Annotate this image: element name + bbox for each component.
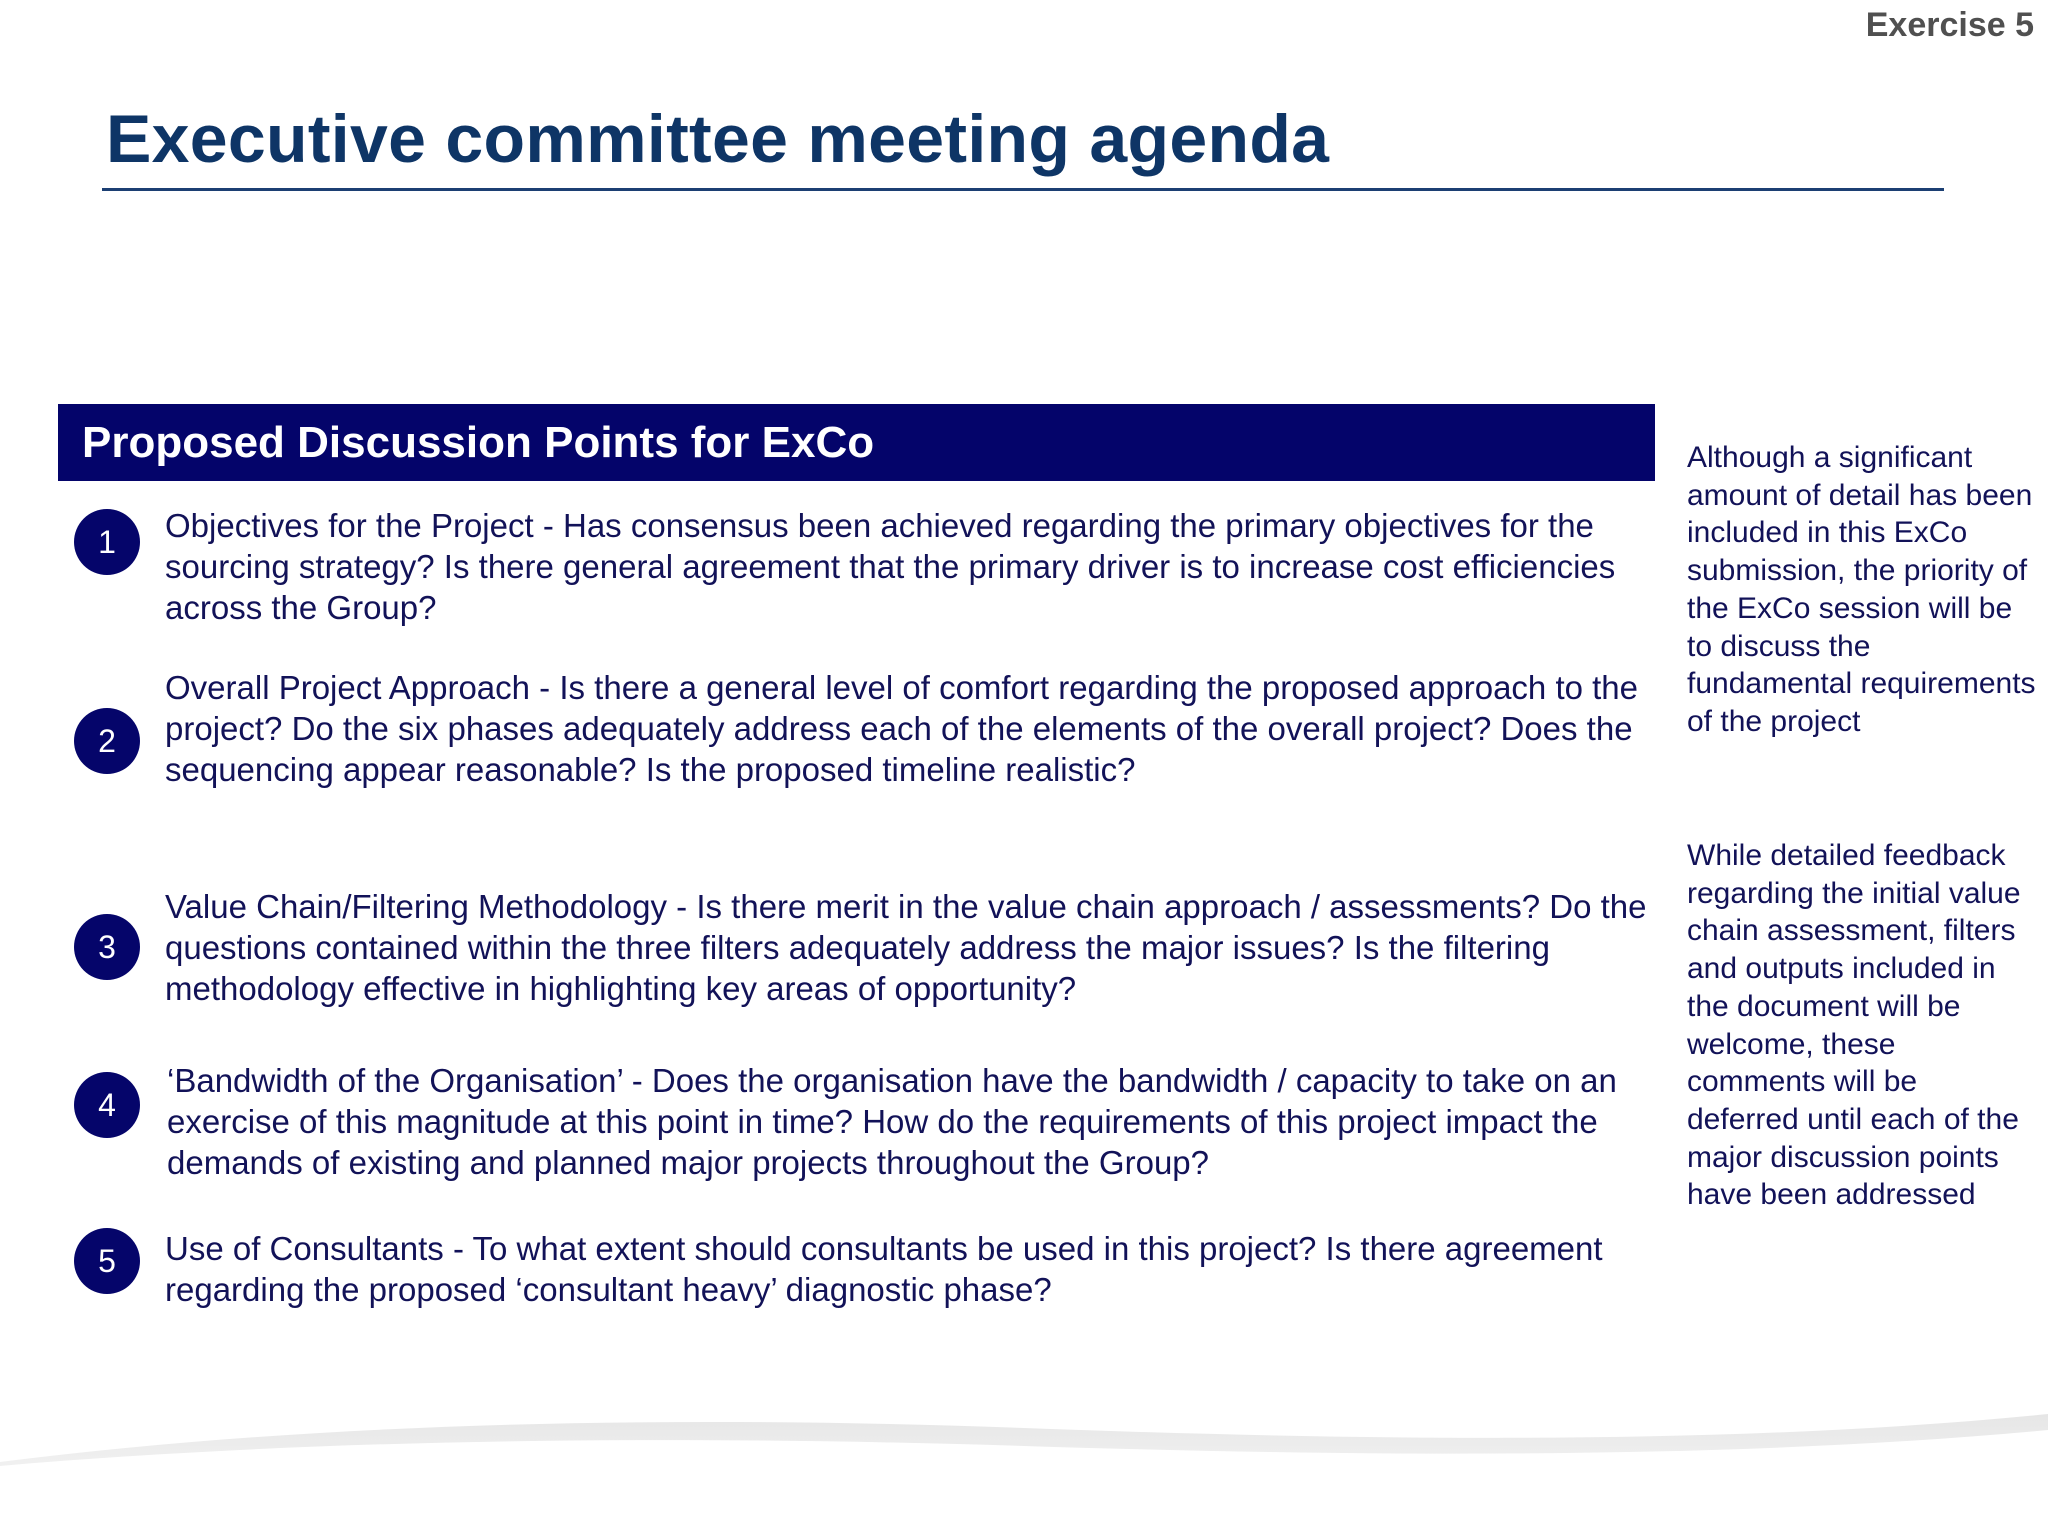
point-number-badge: 4 bbox=[74, 1072, 140, 1138]
point-text: Objectives for the Project - Has consensus been achieved regarding the primary objectives for the sourcing strategy? Is there general agreement that the primary driver is to increase cost efficiencies across the Group? bbox=[165, 507, 1616, 626]
footer-wave-decoration bbox=[0, 1400, 2048, 1536]
exercise-label: Exercise 5 bbox=[1865, 6, 2034, 44]
point-text: Use of Consultants - To what extent should consultants be used in this project? Is there agreement regarding the proposed ‘consultant heavy’ diagnostic phase? bbox=[165, 1230, 1603, 1308]
point-number-badge: 2 bbox=[74, 708, 140, 774]
sidebar-note-priority: Although a significant amount of detail has been included in this ExCo submission, the priority of the ExCo session will be to discuss the fundamental requirements of the project bbox=[1687, 441, 2036, 738]
sidebar-note-feedback: While detailed feedback regarding the initial value chain assessment, filters and outputs included in the document will be welcome, these comments will be deferred until each of the major discussion points have been addressed bbox=[1687, 839, 2021, 1212]
point-text: ‘Bandwidth of the Organisation’ - Does the organisation have the bandwidth / capacity to take on an exercise of this magnitude at this point in time? How do the requirements of this project impact the demands of existing and planned major projects throughout the Group? bbox=[167, 1062, 1617, 1181]
page-title: Executive committee meeting agenda bbox=[106, 101, 1330, 177]
discussion-points-header: Proposed Discussion Points for ExCo bbox=[58, 404, 1655, 481]
point-number-badge: 5 bbox=[74, 1228, 140, 1294]
point-number-badge: 1 bbox=[74, 509, 140, 575]
point-text: Value Chain/Filtering Methodology - Is there merit in the value chain approach / assessments? Do the questions contained within the three filters adequately address the major issues? Is the filtering methodology effective in highlighting key areas of opportunity? bbox=[165, 888, 1647, 1007]
title-underline bbox=[102, 188, 1944, 191]
point-text: Overall Project Approach - Is there a general level of comfort regarding the proposed approach to the project? Do the six phases adequately address each of the elements of the overall project? Does the sequencing appear reasonable? Is the proposed timeline realistic? bbox=[165, 669, 1639, 788]
point-number-badge: 3 bbox=[74, 914, 140, 980]
